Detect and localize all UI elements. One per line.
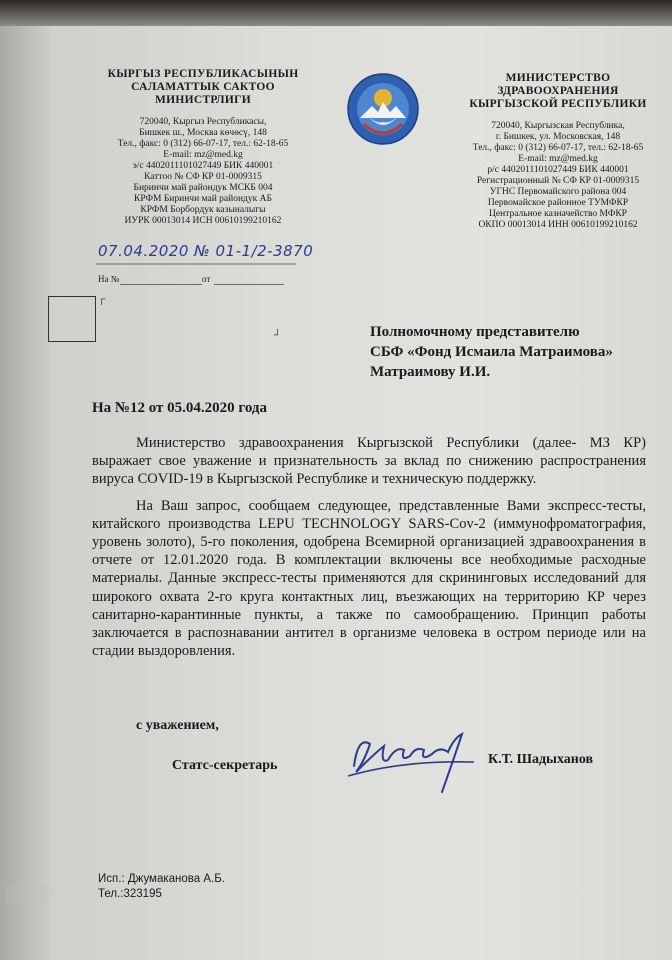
handwritten-signature-icon	[344, 716, 494, 796]
reference-date-blank	[214, 283, 284, 286]
header-right-info: 720040, Кыргызская Республика,	[491, 121, 625, 131]
header-left-info: КРФМ Биринчи май райондук АБ	[134, 194, 272, 204]
corner-mark-tl: ┌	[98, 294, 106, 305]
header-left-title-2: САЛАМАТТЫК САКТОО	[131, 81, 275, 93]
header-right-title-1: МИНИСТЕРСТВО	[505, 72, 611, 84]
reference-date-label: от	[202, 274, 211, 284]
signatory-position: Статс-секретарь	[172, 758, 278, 773]
addressee-line: Полномочному представителю	[370, 324, 580, 340]
addressee-block	[370, 322, 660, 382]
photo-top-edge	[0, 0, 672, 26]
header-left-kyrgyz	[88, 68, 318, 227]
addressee-line: СБФ «Фонд Исмаила Матраимова»	[370, 344, 613, 360]
header-left-info: Бишкек ш., Москва көчөсү, 148	[139, 128, 267, 138]
faded-stamp-mark: ▒▒▒	[6, 884, 51, 904]
letter-body	[92, 434, 646, 668]
header-left-info: 720040, Кыргыз Республикасы,	[139, 117, 267, 127]
header-left-info: E-mail: mz@med.kg	[163, 150, 243, 160]
signatory-name: К.Т. Шадыханов	[488, 752, 594, 767]
header-left-info: ИУРК 00013014 ИСН 00610199210162	[124, 216, 282, 226]
state-emblem-icon	[346, 72, 420, 146]
handwritten-registration: 07.04.2020 № 01-1/2-3870	[98, 242, 314, 260]
footer-executor	[98, 872, 225, 902]
header-right-title-2: ЗДРАВООХРАНЕНИЯ	[497, 85, 619, 97]
header-left-info: Биринчи май райондук МСКБ 004	[133, 183, 273, 193]
header-right-info: УГНС Первомайского района 004	[489, 187, 627, 197]
address-window-box	[48, 296, 96, 342]
header-right-info: Первомайское районное ТУМФКР	[487, 198, 629, 208]
header-right-info: г. Бишкек, ул. Московская, 148	[495, 132, 621, 142]
header-right-info: р/с 4402011101027449 БИК 440001	[487, 165, 629, 175]
header-right-info: Тел., факс: 0 (312) 66-07-17, тел.: 62-18-65	[472, 143, 644, 153]
corner-mark-br: ┘	[274, 330, 282, 341]
header-right-title-3: КЫРГЫЗСКОЙ РЕСПУБЛИКИ	[469, 98, 647, 110]
header-right-info: E-mail: mz@med.kg	[518, 154, 598, 164]
registration-underline	[96, 262, 296, 266]
reference-number-blank	[120, 283, 202, 286]
header-right-info: Регистрационный № СФ КР 01-0009315	[476, 176, 640, 186]
header-left-info: Каттоо № СФ КР 01-0009315	[144, 172, 262, 182]
executor-name: Исп.: Джумаканова А.Б.	[98, 873, 225, 885]
reference-line: На №12 от 05.04.2020 года	[92, 400, 268, 416]
header-left-info: КРФМ Борбордук казыналыгы	[140, 205, 266, 215]
header-right-info: ОКПО 00013014 ИНН 00610199210162	[478, 220, 638, 230]
header-right-russian	[448, 72, 668, 231]
closing-regards: с уважением,	[136, 718, 219, 733]
header-left-info: Тел., факс: 0 (312) 66-07-17, тел.: 62-18-65	[117, 139, 289, 149]
header-left-title-3: МИНИСТРЛИГИ	[154, 94, 252, 106]
reference-number-label: На №	[98, 274, 120, 284]
executor-phone: Тел.:323195	[98, 888, 162, 900]
paragraph: На Ваш запрос, сообщаем следующее, представленные Вами экспресс-тесты, китайского производства LEPU TECHNOLOGY SARS-Cov-2 (иммунофроматография, уровень золото), 5-го поколения, одобрена Всемирной организацией здравоохранения в отчете от 12.01.2020 года. В комплектации включены все необходимые расходные материалы. Данные экспресс-тесты применяются для скрининговых исследований для широкого охвата 2-го круга контактных лиц, въезжающих на территорию КР через санитарно-карантинные пункты, а также по самообращению. Принцип работы заключается в распознавании антител в организме человека в остром периоде или на стадии выздоровления.	[92, 497, 646, 660]
header-left-info: э/с 4402011101027449 БИК 440001	[132, 161, 274, 171]
header-left-title-1: КЫРГЫЗ РЕСПУБЛИКАСЫНЫН	[107, 68, 299, 80]
paragraph: Министерство здравоохранения Кыргызской Республики (далее- МЗ КР) выражает свое уважение и признательность за вклад по снижению распространения вируса COVID-19 в Кыргызской Республике и техническую поддержку.	[92, 435, 646, 488]
header-right-info: Центральное казначейство МФКР	[489, 209, 627, 219]
addressee-line: Матраимову И.И.	[370, 364, 491, 380]
